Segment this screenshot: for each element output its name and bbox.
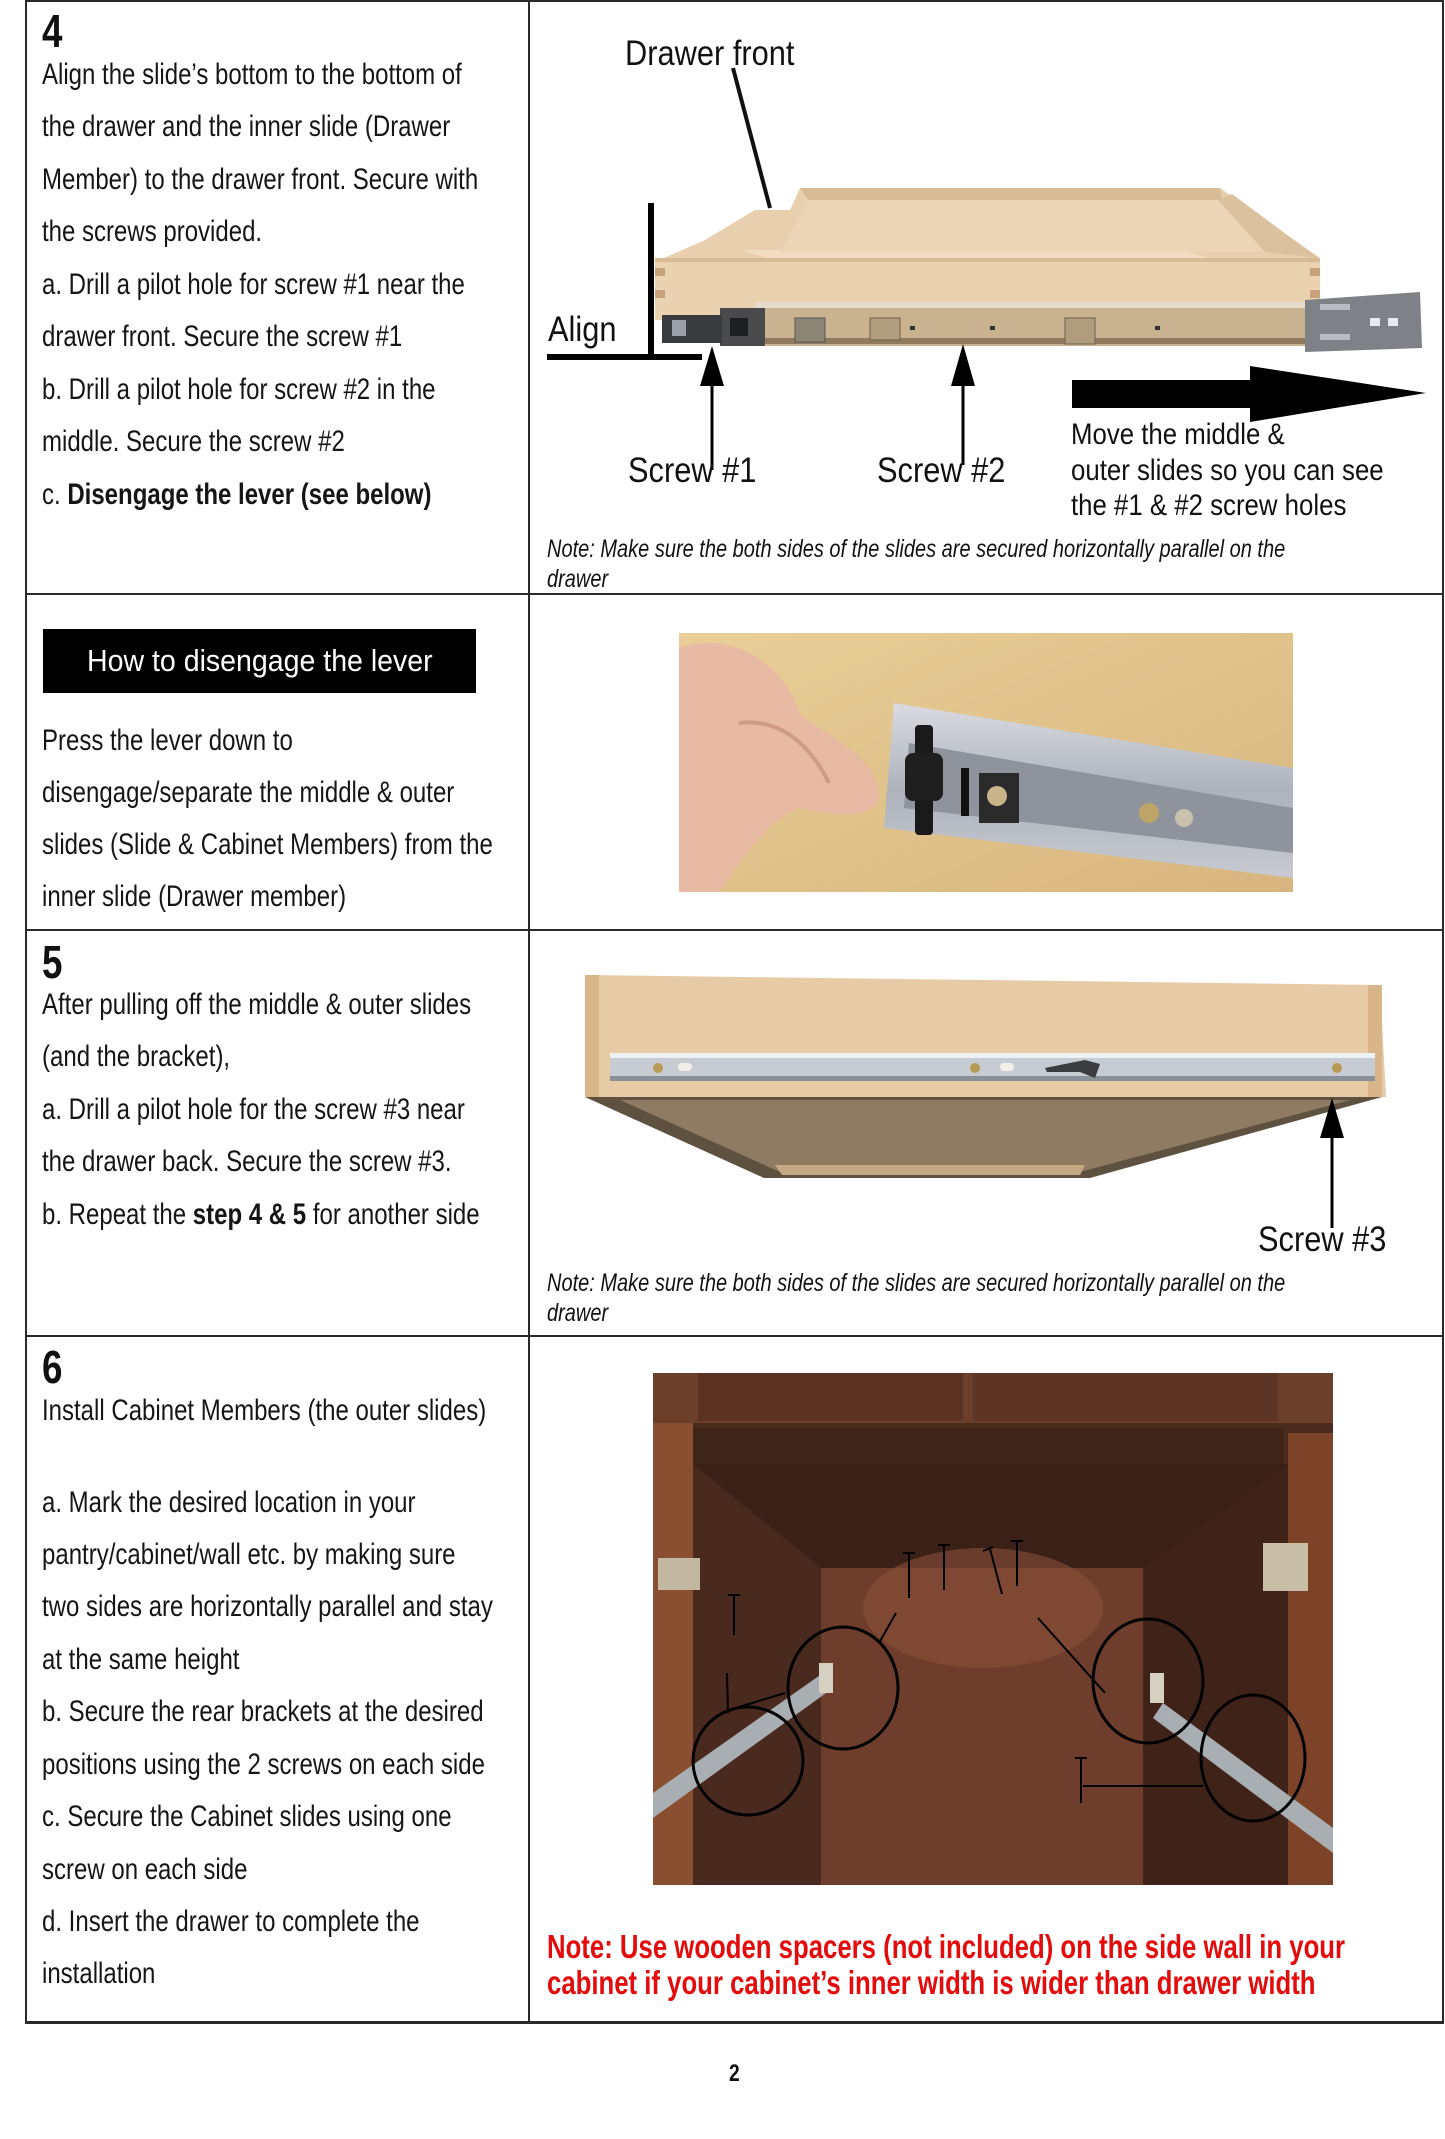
instruction-line: installation xyxy=(42,1957,156,1990)
instruction-line: the screws provided. xyxy=(42,215,263,248)
parallel-note-line: drawer xyxy=(547,565,609,593)
parallel-note-line: drawer xyxy=(547,1299,609,1327)
instruction-line: a. Mark the desired location in your xyxy=(42,1486,416,1519)
lever-press-photo xyxy=(679,633,1293,892)
instruction-line: screw on each side xyxy=(42,1853,248,1886)
disengage-emphasis: Disengage the lever (see below) xyxy=(67,478,432,511)
instruction-line: a. Drill a pilot hole for screw #1 near the xyxy=(42,268,465,301)
page-number: 2 xyxy=(729,2060,740,2087)
drawer-bottom-photo xyxy=(560,960,1445,1220)
step-6-title: Install Cabinet Members (the outer slides) xyxy=(42,1394,487,1427)
instruction-line: at the same height xyxy=(42,1643,240,1676)
instruction-line: b. Drill a pilot hole for screw #2 in the xyxy=(42,373,436,406)
parallel-note-line: Note: Make sure the both sides of the slides are secured horizontally parallel on the xyxy=(547,1269,1286,1297)
instruction-line: Press the lever down to xyxy=(42,724,293,757)
table-bottom-border xyxy=(25,2021,1444,2024)
row-divider-2 xyxy=(25,929,1444,931)
instruction-line: the drawer and the inner slide (Drawer xyxy=(42,110,451,143)
drawer-front-label: Drawer front xyxy=(625,34,795,73)
instruction-line: slides (Slide & Cabinet Members) from the xyxy=(42,828,493,861)
instruction-line: middle. Secure the screw #2 xyxy=(42,425,345,458)
move-slides-text-line: outer slides so you can see xyxy=(1071,454,1384,487)
screw-2-label: Screw #2 xyxy=(877,451,1006,490)
screw-1-label: Screw #1 xyxy=(628,451,757,490)
instruction-line: drawer front. Secure the screw #1 xyxy=(42,320,403,353)
align-label: Align xyxy=(548,310,617,349)
cabinet-installation-photo xyxy=(653,1373,1333,1885)
step-number: 4 xyxy=(42,5,63,57)
spacer-warning-line: cabinet if your cabinet’s inner width is wider than drawer width xyxy=(547,1964,1316,2001)
row-divider-3 xyxy=(25,1335,1444,1337)
instruction-line: two sides are horizontally parallel and stay xyxy=(42,1590,493,1623)
screw-3-label: Screw #3 xyxy=(1258,1220,1387,1259)
how-to-disengage-badge: How to disengage the lever xyxy=(43,629,476,693)
step-number: 6 xyxy=(42,1341,63,1393)
step-reference-emphasis: step 4 & 5 xyxy=(192,1198,307,1231)
instruction-line: positions using the 2 screws on each side xyxy=(42,1748,485,1781)
instruction-line: c. Secure the Cabinet slides using one xyxy=(42,1800,452,1833)
move-slides-text-line: the #1 & #2 screw holes xyxy=(1071,489,1347,522)
instruction-line: pantry/cabinet/wall etc. by making sure xyxy=(42,1538,456,1571)
instruction-line: (and the bracket), xyxy=(42,1040,231,1073)
instruction-line: d. Insert the drawer to complete the xyxy=(42,1905,420,1938)
instruction-line: After pulling off the middle & outer slides xyxy=(42,988,472,1021)
step-number: 5 xyxy=(42,936,63,988)
spacer-warning-line: Note: Use wooden spacers (not included) on the side wall in your xyxy=(547,1928,1346,1965)
instruction-line-disengage: c. Disengage the lever (see below) xyxy=(42,478,432,511)
instruction-line: Member) to the drawer front. Secure with xyxy=(42,163,479,196)
instruction-line: b. Secure the rear brackets at the desired xyxy=(42,1695,484,1728)
instruction-line: inner slide (Drawer member) xyxy=(42,880,347,913)
instruction-line: a. Drill a pilot hole for the screw #3 near xyxy=(42,1093,465,1126)
instruction-line: the drawer back. Secure the screw #3. xyxy=(42,1145,452,1178)
instruction-line-repeat: b. Repeat the step 4 & 5 for another side xyxy=(42,1198,480,1231)
instruction-line: disengage/separate the middle & outer xyxy=(42,776,455,809)
parallel-note-line: Note: Make sure the both sides of the slides are secured horizontally parallel on the xyxy=(547,535,1286,563)
move-slides-text-line: Move the middle & xyxy=(1071,418,1285,451)
instruction-line: Align the slide’s bottom to the bottom of xyxy=(42,58,462,91)
